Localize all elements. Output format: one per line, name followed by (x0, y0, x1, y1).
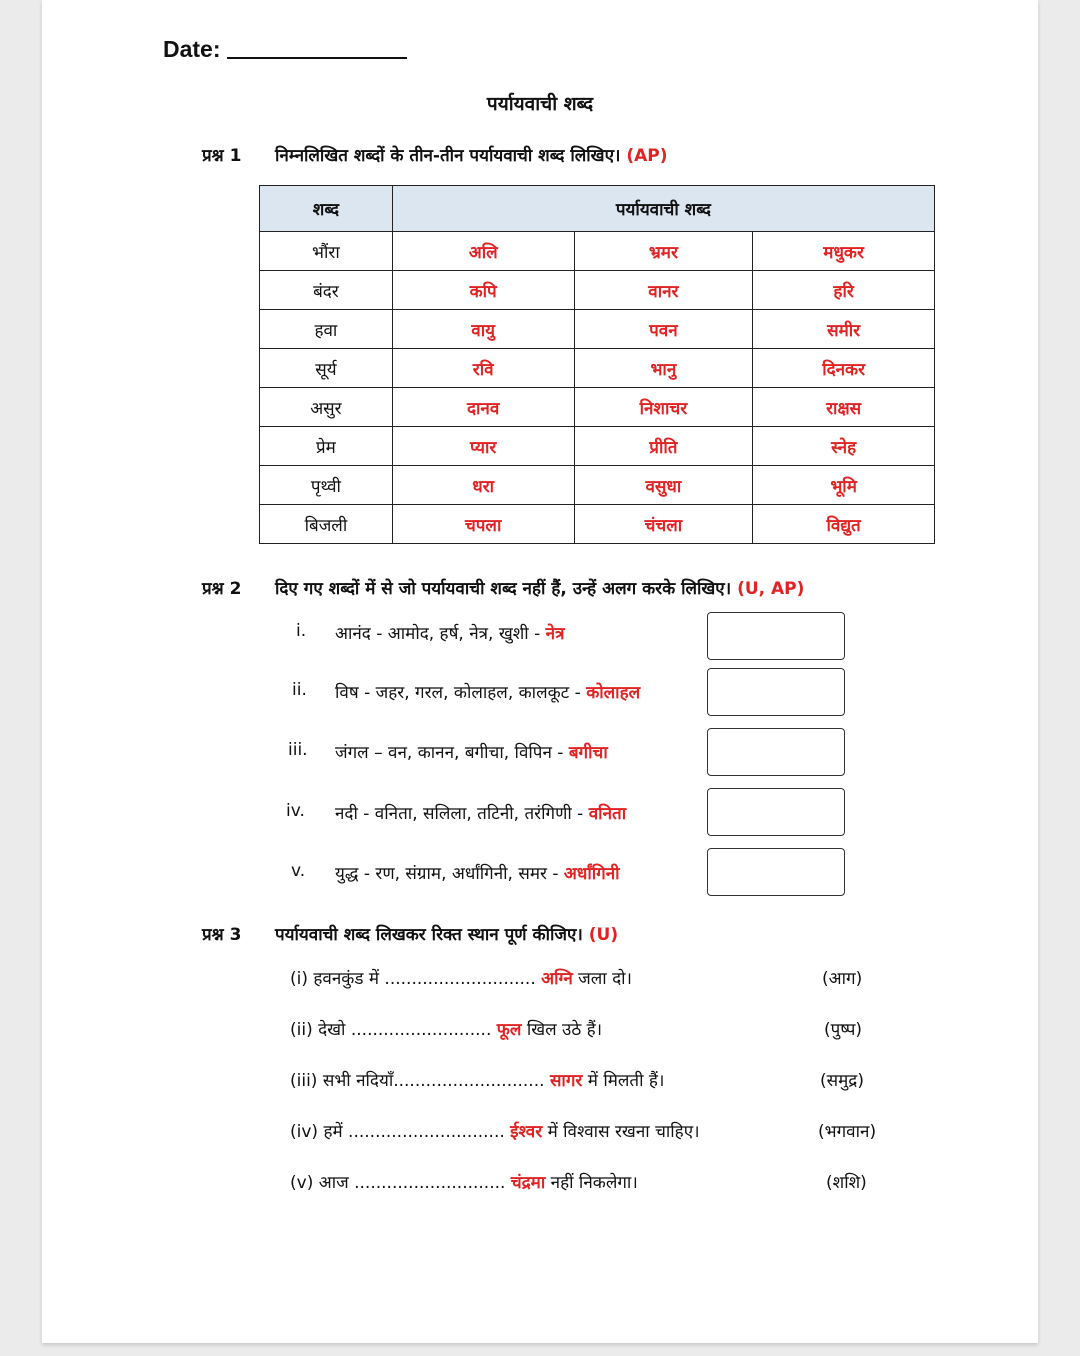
q2-label: प्रश्न 2 (202, 579, 242, 599)
synonym-cell: पवन (574, 310, 753, 349)
q3-item-prefix: (v) आज ............................ (290, 1173, 506, 1193)
q3-hint: (शशि) (826, 1173, 867, 1193)
q3-item-suffix: जला दो। (578, 969, 632, 989)
synonym-cell: राक्षस (753, 388, 935, 427)
worksheet-page (42, 0, 1038, 1343)
synonym-cell: विद्युत (753, 505, 935, 544)
q3-item-answer: अग्नि (541, 969, 573, 989)
synonym-cell: चंचला (574, 505, 753, 544)
q2-item (335, 740, 608, 763)
synonym-cell: धरा (392, 466, 574, 505)
table-row (260, 427, 935, 466)
q2-question: दिए गए शब्दों में से जो पर्यायवाची शब्द नहीं हैं, उन्हें अलग करके लिखिए। (275, 579, 732, 599)
synonym-cell: वसुधा (574, 466, 753, 505)
q1-label: प्रश्न 1 (202, 146, 242, 166)
q3-label: प्रश्न 3 (202, 925, 242, 945)
synonym-cell: भानु (574, 349, 753, 388)
q2-item-number: iii. (288, 740, 308, 760)
answer-box[interactable] (707, 668, 845, 716)
q3-hint: (पुष्प) (824, 1020, 863, 1040)
q3-question: पर्यायवाची शब्द लिखकर रिक्त स्थान पूर्ण कीजिए। (275, 925, 583, 945)
q2-item (335, 621, 564, 644)
table-row (260, 466, 935, 505)
synonym-cell: प्रीति (574, 427, 753, 466)
q3-item (290, 1170, 638, 1193)
q3-item-prefix: (iv) हमें ............................. (290, 1122, 505, 1142)
q3-tag: (U) (588, 925, 619, 945)
date-blank-line[interactable] (227, 57, 407, 59)
synonym-cell: वानर (574, 271, 753, 310)
q3-hint: (आग) (822, 969, 863, 989)
q3-item-prefix: (i) हवनकुंड में ............................ (290, 969, 536, 989)
synonym-cell: वायु (392, 310, 574, 349)
synonym-cell: रवि (392, 349, 574, 388)
q2-tag: (U, AP) (737, 579, 805, 599)
answer-box[interactable] (707, 788, 845, 836)
q2-item (335, 801, 626, 824)
q2-item-number: i. (296, 621, 307, 641)
date-field (163, 36, 407, 63)
q3-item-answer: चंद्रमा (510, 1173, 546, 1193)
q2-item-answer: नेत्र (545, 624, 565, 644)
synonym-cell: प्यार (392, 427, 574, 466)
q2-item-answer: बगीचा (568, 743, 608, 763)
q2-item-text: आनंद - आमोद, हर्ष, नेत्र, खुशी - (335, 624, 541, 644)
word-cell: प्रेम (260, 427, 393, 466)
q2-item-text: नदी - वनिता, सलिला, तटिनी, तरंगिणी - (335, 804, 584, 824)
q1-tag: (AP) (626, 146, 668, 166)
word-cell: सूर्य (260, 349, 393, 388)
synonym-cell: चपला (392, 505, 574, 544)
word-cell: बंदर (260, 271, 393, 310)
q3-item-suffix: में विश्वास रखना चाहिए। (547, 1122, 700, 1142)
q2-item-text: विष - जहर, गरल, कोलाहल, कालकूट - (335, 683, 581, 703)
synonym-cell: स्नेह (753, 427, 935, 466)
q2-item-number: v. (291, 861, 306, 881)
q2-item-text: जंगल – वन, कानन, बगीचा, विपिन - (335, 743, 564, 763)
q3-item (290, 1017, 602, 1040)
q3-item-suffix: में मिलती हैं। (587, 1071, 665, 1091)
q3-text (275, 922, 618, 945)
synonym-cell: दानव (392, 388, 574, 427)
word-cell: हवा (260, 310, 393, 349)
q2-item-answer: कोलाहल (586, 683, 641, 703)
synonym-cell: अलि (392, 232, 574, 271)
synonyms-table (259, 185, 935, 544)
q2-text (275, 576, 804, 599)
table-row (260, 271, 935, 310)
answer-box[interactable] (707, 848, 845, 896)
q1-text (275, 143, 668, 166)
q3-item-answer: फूल (496, 1020, 522, 1040)
q3-item-answer: ईश्वर (510, 1122, 543, 1142)
word-cell: बिजली (260, 505, 393, 544)
synonym-cell: समीर (753, 310, 935, 349)
q3-item (290, 1119, 700, 1142)
q3-item-answer: सागर (549, 1071, 583, 1091)
q2-item-number: ii. (292, 680, 307, 700)
q3-item-prefix: (iii) सभी नदियाँ............................ (290, 1071, 545, 1091)
answer-box[interactable] (707, 728, 845, 776)
q2-item-text: युद्ध - रण, संग्राम, अर्धांगिनी, समर - (335, 864, 559, 884)
header-synonyms: पर्यायवाची शब्द (392, 186, 934, 232)
q2-item-number: iv. (286, 801, 305, 821)
synonym-cell: भूमि (753, 466, 935, 505)
word-cell: असुर (260, 388, 393, 427)
synonym-cell: कपि (392, 271, 574, 310)
q3-item-suffix: नहीं निकलेगा। (550, 1173, 638, 1193)
table-header-row (260, 186, 935, 232)
synonym-cell: मधुकर (753, 232, 935, 271)
q3-item (290, 1068, 664, 1091)
word-cell: भौंरा (260, 232, 393, 271)
q3-item (290, 966, 632, 989)
date-label: Date: (163, 36, 221, 62)
q2-item-answer: वनिता (588, 804, 627, 824)
synonym-cell: दिनकर (753, 349, 935, 388)
synonym-cell: निशाचर (574, 388, 753, 427)
page-title: पर्यायवाची शब्द (486, 93, 594, 115)
table-row (260, 232, 935, 271)
q1-question: निम्नलिखित शब्दों के तीन-तीन पर्यायवाची शब्द लिखिए। (275, 146, 621, 166)
table-row (260, 349, 935, 388)
table-row (260, 310, 935, 349)
header-word: शब्द (260, 186, 393, 232)
q3-item-suffix: खिल उठे हैं। (526, 1020, 603, 1040)
synonym-cell: हरि (753, 271, 935, 310)
q3-hint: (समुद्र) (820, 1071, 864, 1091)
q2-item-answer: अर्धांगिनी (563, 864, 620, 884)
q2-item (335, 861, 620, 884)
table-row (260, 388, 935, 427)
table-row (260, 505, 935, 544)
q2-item (335, 680, 640, 703)
word-cell: पृथ्वी (260, 466, 393, 505)
synonym-cell: भ्रमर (574, 232, 753, 271)
answer-box[interactable] (707, 612, 845, 660)
q3-hint: (भगवान) (818, 1122, 877, 1142)
q3-item-prefix: (ii) देखो .......................... (290, 1020, 492, 1040)
